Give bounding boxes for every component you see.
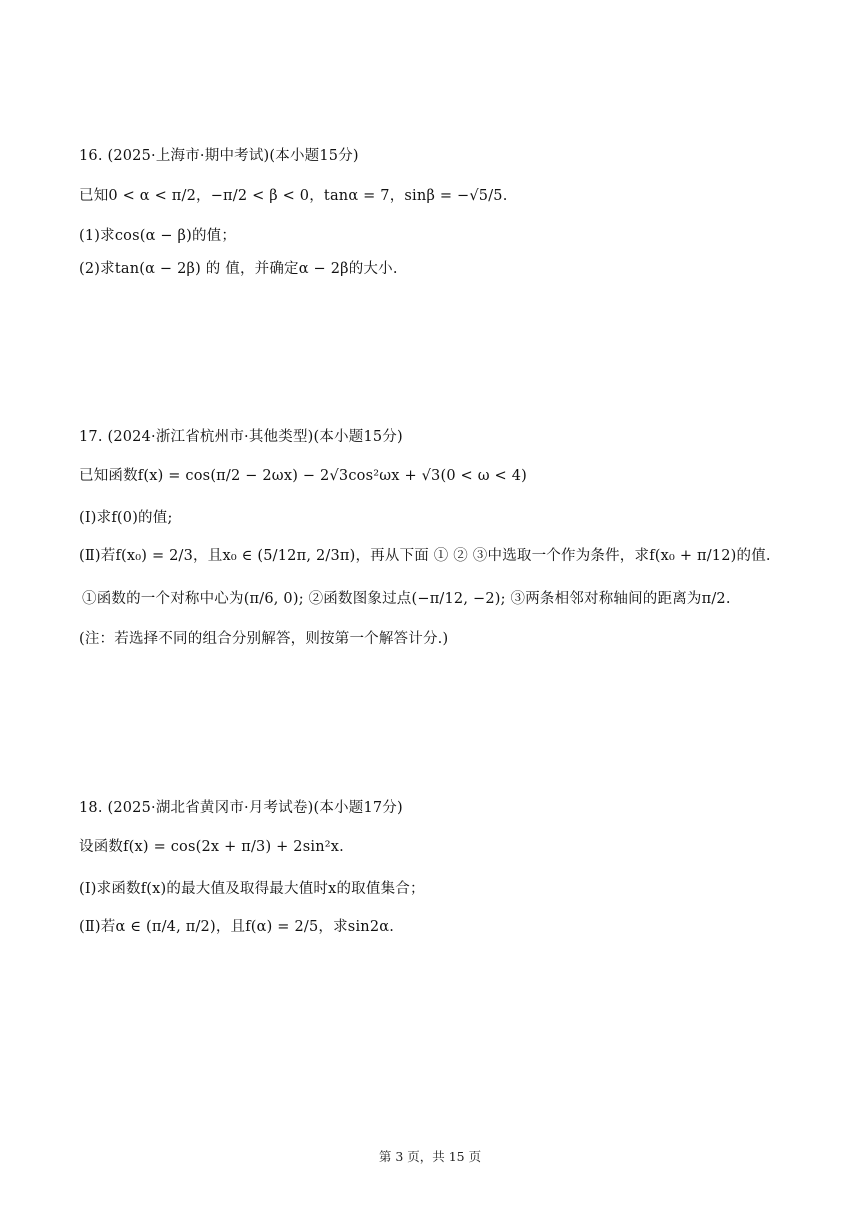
q18-part2: (Ⅱ)若α ∈ (π/4, π/2)，且f(α) = 2/5，求sin2α.	[79, 919, 395, 935]
q16-part1: (1)求cos(α − β)的值；	[79, 228, 237, 244]
q17-part2: (Ⅱ)若f(x₀) = 2/3，且x₀ ∈ (5/12π, 2/3π)，再从下面 ① ② ③中选取一个作为条件，求f(x₀ + π/12)的值.	[79, 548, 771, 564]
page-footer: 第 3 页，共 15 页	[378, 1149, 482, 1164]
q17-note: (注：若选择不同的组合分别解答，则按第一个解答计分.)	[79, 631, 449, 647]
q17-conditions: ①函数的一个对称中心为(π/6, 0); ②函数图象过点(−π/12, −2); ③两条相邻对称轴间的距离为π/2.	[82, 591, 731, 607]
q17-given: 已知函数f(x) = cos(π/2 − 2ωx) − 2√3cos²ωx + √3(0 < ω < 4)	[79, 468, 527, 484]
q16-given: 已知0 < α < π/2，−π/2 < β < 0，tanα = 7，sinβ = −√5/5.	[79, 188, 508, 204]
q18-header: 18. (2025·湖北省黄冈市·月考试卷)(本小题17分)	[79, 800, 403, 816]
q16-part2: (2)求tan(α − 2β) 的 值，并确定α − 2β的大小.	[79, 261, 398, 277]
q17-header: 17. (2024·浙江省杭州市·其他类型)(本小题15分)	[79, 429, 403, 445]
q18-part1: (Ⅰ)求函数f(x)的最大值及取得最大值时x的取值集合；	[79, 881, 425, 897]
q17-part1: (Ⅰ)求f(0)的值;	[79, 510, 173, 526]
q18-given: 设函数f(x) = cos(2x + π/3) + 2sin²x.	[79, 839, 344, 855]
q16-header: 16. (2025·上海市·期中考试)(本小题15分)	[79, 148, 359, 164]
